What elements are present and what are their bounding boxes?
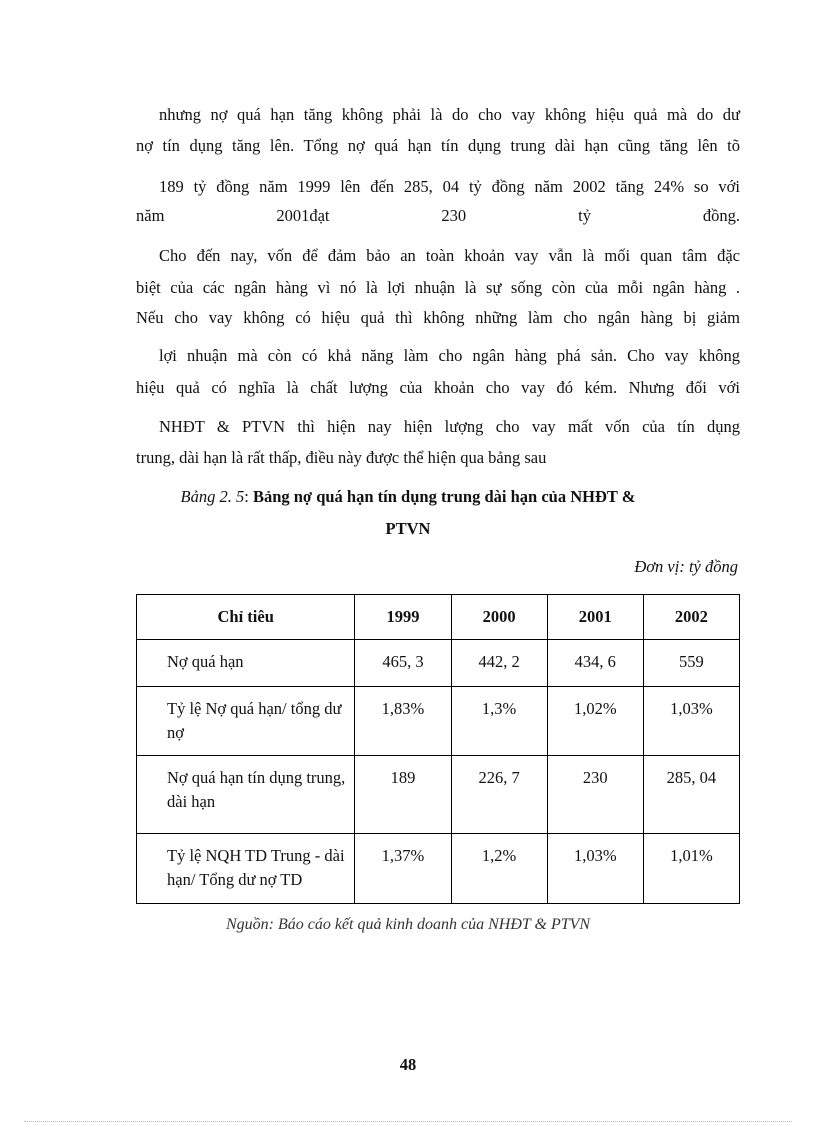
table-caption-line2 <box>0 519 816 539</box>
table-header-cell: 2000 <box>451 595 547 640</box>
table-row <box>137 687 740 756</box>
paragraph-line: hiệu quả có nghĩa là chất lượng của khoản cho vay đó kém. Nhưng đối với <box>136 378 740 397</box>
table-cell: 230 <box>547 756 643 834</box>
table-row-label: Tỷ lệ NQH TD Trung - dài hạn/ Tổng dư nợ TD <box>137 834 355 904</box>
page-number: 48 <box>399 1055 417 1074</box>
caption-label: Bảng 2. 5 <box>180 487 245 506</box>
table-row <box>137 640 740 687</box>
table-cell: 465, 3 <box>355 640 451 687</box>
paragraph-line: trung, dài hạn là rất thấp, điều này được thể hiện qua bảng sau <box>136 448 547 467</box>
caption-title: Bảng nợ quá hạn tín dụng trung dài hạn của NHĐT & <box>252 487 636 506</box>
table-row-label: Nợ quá hạn <box>137 640 355 687</box>
table-row <box>137 756 740 834</box>
paragraph-line: NHĐT & PTVN thì hiện nay hiện lượng cho vay mất vốn của tín dụng <box>159 417 740 436</box>
table-row <box>137 834 740 904</box>
paragraph-line: biệt của các ngân hàng vì nó là lợi nhuận là sự sống còn của mỗi ngân hàng . <box>136 278 740 297</box>
table-cell: 1,83% <box>355 687 451 756</box>
table-cell: 1,03% <box>643 687 739 756</box>
paragraph-line: Cho đến nay, vốn để đảm bảo an toàn khoản vay vẫn là mối quan tâm đặc <box>159 246 740 265</box>
table-header-cell: Chỉ tiêu <box>137 595 355 640</box>
table-cell: 1,3% <box>451 687 547 756</box>
table-cell: 1,2% <box>451 834 547 904</box>
source-note: Nguồn: Báo cáo kết quả kinh doanh của NHĐT & PTVN <box>225 916 591 933</box>
table-cell: 189 <box>355 756 451 834</box>
table-header-row <box>137 595 740 640</box>
table-cell: 1,01% <box>643 834 739 904</box>
table-cell: 442, 2 <box>451 640 547 687</box>
table-header-cell: 1999 <box>355 595 451 640</box>
table-cell: 1,37% <box>355 834 451 904</box>
table-cell: 1,02% <box>547 687 643 756</box>
data-table <box>136 594 740 904</box>
table-header-cell: 2001 <box>547 595 643 640</box>
paragraph-line: lợi nhuận mà còn có khả năng làm cho ngân hàng phá sản. Cho vay không <box>159 346 740 365</box>
paragraph-line: 189 tỷ đồng năm 1999 lên đến 285, 04 tỷ đồng năm 2002 tăng 24% so với <box>159 177 740 196</box>
table-header-cell: 2002 <box>643 595 739 640</box>
table-caption: Bảng 2. 5: Bảng nợ quá hạn tín dụng trung dài hạn của NHĐT & <box>180 487 636 506</box>
table-cell: 226, 7 <box>451 756 547 834</box>
table-row-label: Tỷ lệ Nợ quá hạn/ tổng dư nợ <box>137 687 355 756</box>
table-cell: 434, 6 <box>547 640 643 687</box>
table-cell: 559 <box>643 640 739 687</box>
paragraph-line: nhưng nợ quá hạn tăng không phải là do cho vay không hiệu quả mà do dư <box>159 105 740 124</box>
table-cell: 1,03% <box>547 834 643 904</box>
paragraph-line: năm 2001đạt 230 tỷ đồng. <box>136 206 740 225</box>
caption-title-cont: PTVN <box>385 519 431 538</box>
table-row-label: Nợ quá hạn tín dụng trung, dài hạn <box>137 756 355 834</box>
paragraph-line: nợ tín dụng tăng lên. Tổng nợ quá hạn tín dụng trung dài hạn cũng tăng lên tõ <box>136 136 740 155</box>
unit-label: Đơn vị: tỷ đồng <box>634 557 738 576</box>
paragraph-line: Nếu cho vay không có hiệu quả thì không những làm cho ngân hàng bị giảm <box>136 308 740 327</box>
table-cell: 285, 04 <box>643 756 739 834</box>
page-bottom-rule <box>24 1121 792 1122</box>
